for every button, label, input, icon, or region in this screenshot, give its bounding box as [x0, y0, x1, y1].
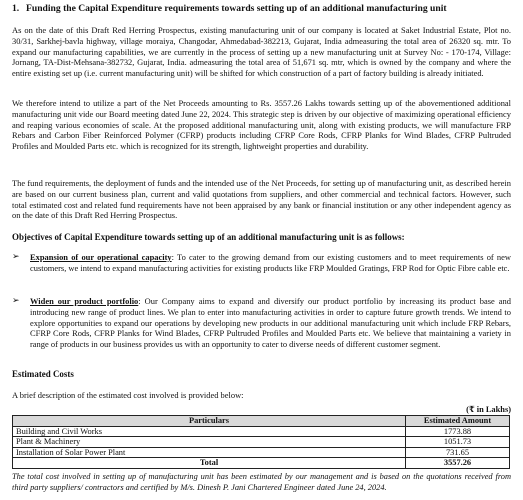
- paragraph-existing-unit: As on the date of this Draft Red Herring Prospectus, existing manufacturing unit of our company is located at Saket Industrial Estate, Plot no. 30/31, Sarkhej-bavla highway, village moraiya, Changodar, Ahmedabad-382213, Gujarat, India admeasuring the total area of 26320 sq. mtr. To expand our manufacturing capabilities, we are currently in the process of setting up a new manufacturing unit at Survey No: - 170-174, Village: Jornang, TA-Dist-Mehsana-382732, Gujarat, India. admeasuring the total area of 51,671 sq. mtr, which is owned by the company and where the entire existing set up (i.e. current manufacturing unit) will be shifted for which construction of a part of factory building is already initiated.: [12, 25, 511, 79]
- bullet-lead: Expansion of our operational capacity: [30, 252, 172, 262]
- arrow-bullet-icon: ➢: [12, 296, 20, 306]
- table-total-row: [13, 458, 510, 469]
- cell-amount: 1773.88: [406, 426, 510, 437]
- section-heading: [12, 2, 517, 15]
- table-header-row: [13, 416, 510, 427]
- table-footnote: The total cost involved in setting up of manufacturing unit has been estimated by our management and is based on the quotations received from third party suppliers/ contractors and certified by M/s. Dinesh P. Jani Chartered Engineer dated June 24, 2024.: [12, 472, 511, 492]
- cell-total-amount: 3557.26: [406, 458, 510, 469]
- bullet-text: : To cater to the growing demand from our existing customers and to meet requirements of new customers, we intend to expand manufacturing activities for existing products like FRP Moulded Gratings, FRP Rod for Optic Fibre cable etc.: [30, 252, 511, 273]
- arrow-bullet-icon: ➢: [12, 252, 20, 262]
- bullet-text: : Our Company aims to expand and diversify our product portfolio by increasing its product base and introducing new range of product lines. We plan to enter into manufacturing activities in order to capture future growth trends. We intend to explore opportunities to expand our operations by developing new products in our additional manufacturing unit which include FRP Rebars, CFRP Core Rods, CFRP Planks for Wind Blades, CFRP Pultruded Profiles and Moulded Parts etc. We believe that maintaining a variety in range of products in our business provides us with an opportunity to cater to diverse needs of different customer segment.: [30, 296, 511, 350]
- column-header-amount: Estimated Amount: [406, 416, 510, 427]
- bullet-expansion: [12, 252, 511, 274]
- unit-note: (₹ in Lakhs): [466, 405, 511, 414]
- paragraph-net-proceeds: We therefore intend to utilize a part of the Net Proceeds amounting to Rs. 3557.26 Lakhs towards setting up of the abovementioned additional manufacturing unit vide our Board meeting dated June 22, 2024. This strategic step is driven by our objective of maximizing operational efficiency and reaping various economies of scale. At the proposed additional manufacturing unit, along with existing products, we will manufacture FRP Rebars and Carbon Fiber Reinforced Polymer (CFRP) products including CFRP Core Rods, CFRP Planks for Wind Blades, CFRP Pultruded Profiles and Moulded Parts etc. which is recognized for its strength, lightweight properties and durability.: [12, 98, 511, 152]
- estimated-costs-intro: A brief description of the estimated cost involved is provided below:: [12, 390, 244, 400]
- bullet-lead: Widen our product portfolio: [30, 296, 139, 306]
- cell-particular: Building and Civil Works: [13, 426, 406, 437]
- section-title: Funding the Capital Expenditure requirements towards setting up of an additional manufacturing unit: [26, 3, 447, 14]
- cell-amount: 731.65: [406, 447, 510, 458]
- estimated-costs-heading: Estimated Costs: [12, 369, 74, 379]
- section-number: 1.: [12, 3, 20, 14]
- bullet-widen-portfolio: [12, 296, 511, 350]
- cell-particular: Installation of Solar Power Plant: [13, 447, 406, 458]
- table-row: [13, 426, 510, 437]
- cell-amount: 1051.73: [406, 437, 510, 448]
- paragraph-fund-requirements: The fund requirements, the deployment of funds and the intended use of the Net Proceeds, for setting up of manufacturing unit, as described herein are based on our current business plan, current and valid quotations from suppliers, and other commercial and technical factors. However, such total estimated cost and related fund requirements have not been appraised by any bank or financial institution or any other independent agency as on the date of this Draft Red Herring Prospectus.: [12, 178, 511, 221]
- table-row: [13, 437, 510, 448]
- objectives-heading: Objectives of Capital Expenditure towards setting up of an additional manufacturing unit is as follows:: [12, 232, 405, 242]
- cell-particular: Plant & Machinery: [13, 437, 406, 448]
- column-header-particulars: Particulars: [13, 416, 406, 427]
- table-row: [13, 447, 510, 458]
- cell-total-label: Total: [13, 458, 406, 469]
- estimated-cost-table: [12, 415, 510, 469]
